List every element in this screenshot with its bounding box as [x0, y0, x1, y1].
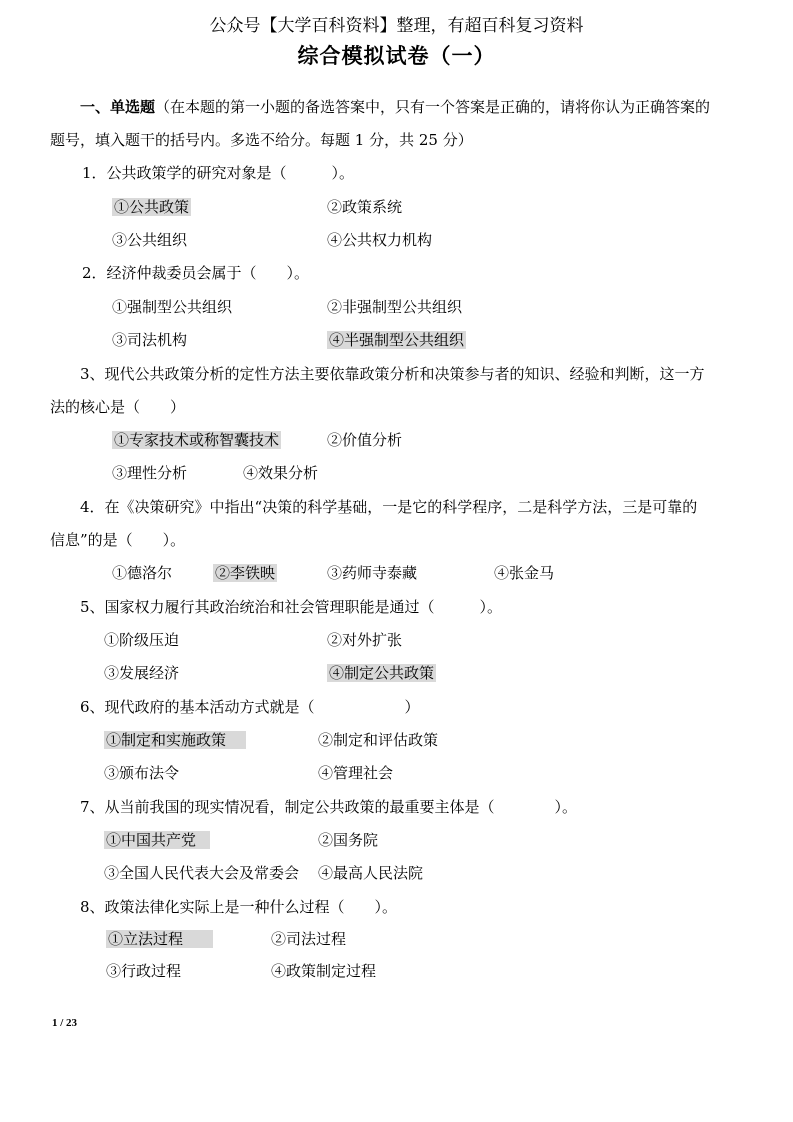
question-5-option-3: ③发展经济 — [104, 664, 180, 682]
question-1-option-1 — [112, 197, 191, 217]
question-5-option-2: ②对外扩张 — [327, 631, 403, 649]
highlighted-answer: ①中国共产党 — [104, 831, 210, 849]
question-5-option-1: ①阶级压迫 — [104, 631, 180, 649]
section-instruction-line-2: 题号，填入题干的括号内。多选不给分。每题 1 分，共 25 分） — [50, 131, 473, 149]
question-2-option-4 — [327, 330, 466, 350]
highlighted-answer: ④半强制型公共组织 — [329, 331, 465, 349]
highlighted-answer: ①专家技术或称智囊技术 — [114, 431, 280, 449]
question-3-stem-line-2: 法的核心是（ ） — [50, 398, 186, 416]
highlighted-answer: ①制定和实施政策 — [104, 731, 246, 749]
question-4-option-4: ④张金马 — [494, 564, 555, 582]
section-instruction-text-1: （在本题的第一小题的备选答案中，只有一个答案是正确的，请将你认为正确答案的 — [155, 98, 711, 116]
question-2-option-2: ②非强制型公共组织 — [327, 298, 463, 316]
question-4-option-3: ③药师寺泰藏 — [327, 564, 418, 582]
question-8-option-3: ③行政过程 — [106, 962, 182, 980]
question-7-stem: 7、从当前我国的现实情况看，制定公共政策的最重要主体是（ ）。 — [80, 798, 578, 816]
question-8-option-4: ④政策制定过程 — [271, 962, 377, 980]
question-3-stem-line-1: 3、现代公共政策分析的定性方法主要依靠政策分析和决策参与者的知识、经验和判断，这一方 — [80, 365, 705, 383]
question-2-option-3: ③司法机构 — [112, 331, 188, 349]
highlighted-answer: ①公共政策 — [114, 198, 190, 216]
question-6-option-1 — [104, 730, 246, 750]
highlighted-answer: ①立法过程 — [106, 930, 213, 948]
page-title: 综合模拟试卷（一） — [297, 43, 496, 68]
question-7-option-1 — [104, 830, 210, 850]
question-6-option-2: ②制定和评估政策 — [318, 731, 439, 749]
source-line: 公众号【大学百科资料】整理，有超百科复习资料 — [209, 16, 584, 36]
question-3-option-3: ③理性分析 — [112, 464, 188, 482]
question-1-option-3: ③公共组织 — [112, 231, 188, 249]
question-6-stem: 6、现代政府的基本活动方式就是（ ） — [80, 698, 420, 716]
question-8-option-2: ②司法过程 — [271, 930, 347, 948]
question-3-option-2: ②价值分析 — [327, 431, 403, 449]
question-6-option-4: ④管理社会 — [318, 764, 394, 782]
question-5-stem: 5、国家权力履行其政治统治和社会管理职能是通过（ ）。 — [80, 598, 503, 616]
section-label: 一、单选题 — [80, 98, 156, 116]
question-4-stem-line-2: 信息”的是（ ）。 — [50, 531, 186, 549]
question-1-option-4: ④公共权力机构 — [327, 231, 433, 249]
question-6-option-3: ③颁布法令 — [104, 764, 180, 782]
page-number: 1 / 23 — [52, 1017, 78, 1029]
question-2-stem: 2．经济仲裁委员会属于（ ）。 — [82, 264, 310, 282]
question-4-stem-line-1: 4．在《决策研究》中指出“决策的科学基础，一是它的科学程序，二是科学方法，三是可靠的 — [80, 498, 698, 516]
question-3-option-1 — [112, 430, 281, 450]
question-3-option-4: ④效果分析 — [243, 464, 319, 482]
highlighted-answer: ④制定公共政策 — [329, 664, 435, 682]
question-4-option-1: ①德洛尔 — [112, 564, 173, 582]
question-8-option-1 — [106, 929, 213, 949]
question-7-option-2: ②国务院 — [318, 831, 379, 849]
question-1-stem: 1．公共政策学的研究对象是（ ）。 — [82, 164, 355, 182]
question-7-option-4: ④最高人民法院 — [318, 864, 424, 882]
question-4-option-2 — [213, 563, 277, 583]
question-8-stem: 8、政策法律化实际上是一种什么过程（ ）。 — [80, 898, 398, 916]
question-5-option-4 — [327, 663, 436, 683]
question-1-option-2: ②政策系统 — [327, 198, 403, 216]
question-2-option-1: ①强制型公共组织 — [112, 298, 233, 316]
question-7-option-3: ③全国人民代表大会及常委会 — [104, 864, 300, 882]
highlighted-answer: ②李铁映 — [215, 564, 276, 582]
section-instruction-line-1 — [80, 97, 710, 117]
